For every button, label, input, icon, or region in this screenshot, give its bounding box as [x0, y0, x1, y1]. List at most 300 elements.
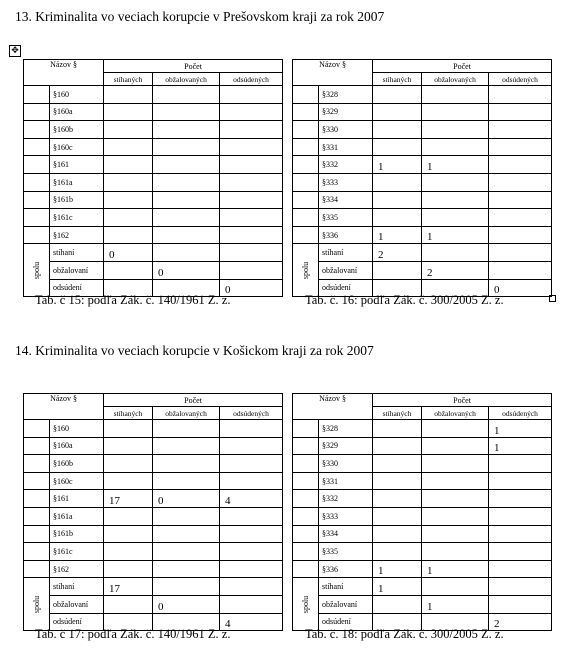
section-label-cell: §161b [50, 191, 104, 209]
value-cell: 17 [104, 490, 153, 508]
column-subheader: odsúdených [489, 407, 552, 420]
value-cell [489, 490, 552, 508]
row-spacer-cell [293, 543, 319, 561]
value-cell [422, 543, 489, 561]
value-cell: 1 [489, 437, 552, 455]
value-cell [373, 490, 422, 508]
row-spacer-cell [293, 420, 319, 438]
column-subheader: obžalovaných [153, 407, 220, 420]
total-label-cell: obžalovaní [50, 261, 104, 279]
value-cell [104, 156, 153, 174]
table-row [293, 472, 552, 490]
row-spacer-cell [24, 103, 50, 121]
column-subheader: stíhaných [373, 73, 422, 86]
section-label-cell: §160b [50, 455, 104, 473]
row-spacer-cell [24, 437, 50, 455]
section-label-cell: §333 [319, 507, 373, 525]
section-label-cell: §335 [319, 543, 373, 561]
value-cell [220, 543, 283, 561]
value-cell: 1 [373, 156, 422, 174]
value-cell [153, 103, 220, 121]
value-cell [220, 138, 283, 156]
table-row [24, 173, 283, 191]
table-row [293, 226, 552, 244]
row-spacer-cell [24, 86, 50, 104]
total-value-cell [220, 261, 283, 279]
value-cell [104, 86, 153, 104]
table-row [293, 437, 552, 455]
column-subheader: obžalovaných [153, 73, 220, 86]
section-label-cell: §160a [50, 437, 104, 455]
table-row [24, 437, 283, 455]
value-cell: 0 [153, 490, 220, 508]
value-cell [373, 472, 422, 490]
section-label-cell: §334 [319, 525, 373, 543]
total-value-cell: 2 [489, 613, 552, 631]
column-subheader: odsúdených [489, 73, 552, 86]
table-row [24, 507, 283, 525]
value-cell [373, 138, 422, 156]
value-cell [220, 420, 283, 438]
table-row [293, 543, 552, 561]
row-spacer-cell [293, 191, 319, 209]
table-move-handle[interactable]: ✥ [9, 45, 21, 57]
column-header-name: Názov § [24, 60, 104, 86]
total-value-cell: 4 [220, 613, 283, 631]
row-spacer-cell [24, 191, 50, 209]
value-cell [220, 226, 283, 244]
value-cell [104, 455, 153, 473]
section-label-cell: §330 [319, 121, 373, 139]
row-spacer-cell [24, 507, 50, 525]
section-label-cell: §160b [50, 121, 104, 139]
value-cell [153, 191, 220, 209]
column-header-count: Počet [104, 394, 283, 407]
total-group-label: spolu [301, 595, 310, 613]
row-spacer-cell [24, 560, 50, 578]
section-label-cell: §329 [319, 103, 373, 121]
table-row [293, 156, 552, 174]
total-value-cell [422, 244, 489, 262]
total-group-label-cell [293, 578, 319, 631]
section-label-cell: §160a [50, 103, 104, 121]
row-spacer-cell [293, 455, 319, 473]
value-cell [220, 191, 283, 209]
row-spacer-cell [24, 490, 50, 508]
corruption-stats-table [292, 59, 552, 297]
value-cell: 1 [422, 156, 489, 174]
value-cell [104, 226, 153, 244]
value-cell [220, 121, 283, 139]
table-header-row [24, 60, 283, 73]
row-spacer-cell [24, 156, 50, 174]
value-cell [373, 543, 422, 561]
total-label-cell: obžalovaní [319, 261, 373, 279]
section-label-cell: §332 [319, 156, 373, 174]
value-cell [104, 420, 153, 438]
table-row [293, 560, 552, 578]
total-value-cell [220, 578, 283, 596]
row-spacer-cell [293, 121, 319, 139]
total-row [293, 595, 552, 613]
value-cell [489, 560, 552, 578]
total-value-cell [220, 595, 283, 613]
value-cell [220, 173, 283, 191]
table-row [24, 86, 283, 104]
table-row [24, 191, 283, 209]
value-cell [422, 472, 489, 490]
value-cell [422, 86, 489, 104]
value-cell [422, 191, 489, 209]
total-value-cell: 1 [422, 595, 489, 613]
section-label-cell: §162 [50, 226, 104, 244]
value-cell [153, 173, 220, 191]
row-spacer-cell [293, 138, 319, 156]
section-label-cell: §162 [50, 560, 104, 578]
row-spacer-cell [24, 138, 50, 156]
table-row [293, 86, 552, 104]
value-cell [489, 173, 552, 191]
total-value-cell: 0 [489, 279, 552, 297]
value-cell: 1 [422, 560, 489, 578]
total-label-cell: stíhaní [50, 578, 104, 596]
value-cell [220, 560, 283, 578]
value-cell [373, 525, 422, 543]
section-label-cell: §160 [50, 86, 104, 104]
row-spacer-cell [293, 86, 319, 104]
value-cell [373, 173, 422, 191]
row-spacer-cell [24, 455, 50, 473]
total-label-cell: stíhaní [50, 244, 104, 262]
table-row [293, 191, 552, 209]
total-row [24, 244, 283, 262]
total-label-cell: obžalovaní [50, 595, 104, 613]
value-cell [373, 420, 422, 438]
table-row [293, 173, 552, 191]
table-caption: Tab. č 15: podľa Zák. č. 140/1961 Z. z. [35, 293, 231, 307]
value-cell [422, 103, 489, 121]
total-value-cell: 0 [220, 279, 283, 297]
value-cell [104, 138, 153, 156]
value-cell [220, 437, 283, 455]
total-label-cell: stíhaní [319, 578, 373, 596]
table-row [293, 121, 552, 139]
value-cell [104, 121, 153, 139]
table-caption: Tab. č 17: podľa Zák. č. 140/1961 Z. z. [35, 627, 231, 641]
section-label-cell: §328 [319, 420, 373, 438]
total-label-cell: stíhaní [319, 244, 373, 262]
value-cell [104, 173, 153, 191]
value-cell [373, 103, 422, 121]
row-spacer-cell [293, 103, 319, 121]
table-header-row [293, 394, 552, 407]
column-header-count: Počet [373, 60, 552, 73]
table-row [24, 226, 283, 244]
value-cell [153, 121, 220, 139]
section-label-cell: §335 [319, 209, 373, 227]
table-row [293, 420, 552, 438]
total-value-cell [489, 578, 552, 596]
table-row [24, 420, 283, 438]
table-row [293, 209, 552, 227]
section-label-cell: §333 [319, 173, 373, 191]
total-value-cell [422, 578, 489, 596]
value-cell [104, 437, 153, 455]
value-cell [373, 191, 422, 209]
section-label-cell: §331 [319, 472, 373, 490]
value-cell [422, 507, 489, 525]
total-group-label: spolu [32, 595, 41, 613]
total-value-cell: 2 [373, 244, 422, 262]
value-cell [422, 490, 489, 508]
table-row [24, 209, 283, 227]
section-label-cell: §161a [50, 173, 104, 191]
section-label-cell: §332 [319, 490, 373, 508]
column-subheader: stíhaných [104, 73, 153, 86]
row-spacer-cell [293, 173, 319, 191]
section-label-cell: §328 [319, 86, 373, 104]
value-cell [422, 525, 489, 543]
column-subheader: obžalovaných [422, 407, 489, 420]
value-cell [153, 226, 220, 244]
value-cell [104, 209, 153, 227]
value-cell [422, 437, 489, 455]
value-cell [489, 191, 552, 209]
section-label-cell: §161b [50, 525, 104, 543]
table-row [293, 455, 552, 473]
section-label-cell: §161c [50, 543, 104, 561]
value-cell: 1 [422, 226, 489, 244]
column-header-count: Počet [373, 394, 552, 407]
corruption-stats-table [23, 393, 283, 631]
value-cell [104, 507, 153, 525]
total-value-cell [104, 595, 153, 613]
total-value-cell [153, 244, 220, 262]
row-spacer-cell [293, 490, 319, 508]
column-subheader: odsúdených [220, 73, 283, 86]
value-cell [489, 226, 552, 244]
table-row [24, 121, 283, 139]
total-group-label-cell [293, 244, 319, 297]
total-label-cell: odsúdení [50, 613, 104, 631]
total-row [293, 244, 552, 262]
total-label-cell: odsúdení [50, 279, 104, 297]
table-row [293, 103, 552, 121]
column-subheader: obžalovaných [422, 73, 489, 86]
value-cell [104, 472, 153, 490]
total-group-label-cell [24, 244, 50, 297]
total-group-label: spolu [32, 261, 41, 279]
value-cell [489, 86, 552, 104]
section-label-cell: §329 [319, 437, 373, 455]
table-row [293, 490, 552, 508]
total-value-cell [373, 261, 422, 279]
total-value-cell [153, 578, 220, 596]
value-cell [104, 103, 153, 121]
row-spacer-cell [24, 121, 50, 139]
table-row [24, 103, 283, 121]
total-row [24, 261, 283, 279]
section-label-cell: §330 [319, 455, 373, 473]
row-spacer-cell [24, 472, 50, 490]
column-subheader: odsúdených [220, 407, 283, 420]
table-row [293, 507, 552, 525]
column-header-name: Názov § [293, 60, 373, 86]
value-cell: 1 [373, 560, 422, 578]
total-label-cell: obžalovaní [319, 595, 373, 613]
total-value-cell: 2 [422, 261, 489, 279]
value-cell: 1 [373, 226, 422, 244]
value-cell [104, 191, 153, 209]
row-spacer-cell [24, 543, 50, 561]
value-cell [489, 103, 552, 121]
value-cell [220, 472, 283, 490]
value-cell [489, 525, 552, 543]
value-cell [489, 543, 552, 561]
column-header-name: Názov § [24, 394, 104, 420]
value-cell [373, 209, 422, 227]
value-cell [422, 138, 489, 156]
table-row [24, 543, 283, 561]
row-spacer-cell [293, 209, 319, 227]
value-cell [373, 437, 422, 455]
total-value-cell: 0 [104, 244, 153, 262]
value-cell [489, 138, 552, 156]
value-cell [489, 507, 552, 525]
section-label-cell: §161 [50, 156, 104, 174]
value-cell [220, 209, 283, 227]
column-header-name: Názov § [293, 394, 373, 420]
value-cell: 1 [489, 420, 552, 438]
table-row [24, 490, 283, 508]
table-header-row [293, 60, 552, 73]
row-spacer-cell [293, 472, 319, 490]
row-spacer-cell [293, 560, 319, 578]
total-value-cell: 0 [153, 595, 220, 613]
column-subheader: stíhaných [373, 407, 422, 420]
table-row [24, 525, 283, 543]
value-cell [422, 173, 489, 191]
row-spacer-cell [293, 507, 319, 525]
total-group-label-cell [24, 578, 50, 631]
value-cell [153, 209, 220, 227]
column-subheader: stíhaných [104, 407, 153, 420]
total-value-cell [489, 244, 552, 262]
section-14-heading: 14. Kriminalita vo veciach korupcie v Košickom kraji za rok 2007 [15, 343, 374, 358]
section-label-cell: §331 [319, 138, 373, 156]
total-group-label: spolu [301, 261, 310, 279]
total-value-cell: 1 [373, 578, 422, 596]
value-cell [373, 86, 422, 104]
section-label-cell: §161c [50, 209, 104, 227]
value-cell [153, 156, 220, 174]
section-label-cell: §160c [50, 138, 104, 156]
table-caption: Tab. č. 16: podľa Zák. č. 300/2005 Z. z. [305, 293, 504, 307]
table-header-row [24, 394, 283, 407]
value-cell [489, 121, 552, 139]
table-row [24, 138, 283, 156]
table-row [24, 455, 283, 473]
value-cell [373, 507, 422, 525]
value-cell [104, 560, 153, 578]
total-value-cell: 0 [153, 261, 220, 279]
value-cell [422, 209, 489, 227]
value-cell [153, 472, 220, 490]
total-value-cell [373, 595, 422, 613]
value-cell [489, 455, 552, 473]
row-spacer-cell [24, 420, 50, 438]
row-spacer-cell [24, 173, 50, 191]
total-value-cell [489, 261, 552, 279]
row-spacer-cell [293, 525, 319, 543]
value-cell: 4 [220, 490, 283, 508]
total-row [293, 578, 552, 596]
value-cell [153, 420, 220, 438]
table-row [24, 156, 283, 174]
total-value-cell: 17 [104, 578, 153, 596]
value-cell [422, 420, 489, 438]
row-spacer-cell [24, 209, 50, 227]
value-cell [153, 437, 220, 455]
value-cell [153, 138, 220, 156]
value-cell [153, 455, 220, 473]
row-spacer-cell [24, 525, 50, 543]
value-cell [489, 156, 552, 174]
value-cell [489, 209, 552, 227]
value-cell [220, 525, 283, 543]
section-label-cell: §334 [319, 191, 373, 209]
total-row [24, 595, 283, 613]
section-label-cell: §336 [319, 226, 373, 244]
value-cell [220, 507, 283, 525]
value-cell [422, 455, 489, 473]
table-row [293, 138, 552, 156]
total-value-cell [104, 261, 153, 279]
section-label-cell: §336 [319, 560, 373, 578]
section-label-cell: §161a [50, 507, 104, 525]
total-row [24, 578, 283, 596]
value-cell [220, 455, 283, 473]
corruption-stats-table [292, 393, 552, 631]
value-cell [220, 103, 283, 121]
table-row [293, 525, 552, 543]
value-cell [153, 525, 220, 543]
table-caption: Tab. č. 18: podľa Zák. č. 300/2005 Z. z. [305, 627, 504, 641]
value-cell [373, 121, 422, 139]
row-spacer-cell [293, 437, 319, 455]
total-label-cell: odsúdení [319, 279, 373, 297]
value-cell [153, 543, 220, 561]
row-spacer-cell [293, 226, 319, 244]
value-cell [422, 121, 489, 139]
corruption-stats-table [23, 59, 283, 297]
total-label-cell: odsúdení [319, 613, 373, 631]
value-cell [153, 507, 220, 525]
value-cell [489, 472, 552, 490]
value-cell [220, 86, 283, 104]
section-label-cell: §161 [50, 490, 104, 508]
row-spacer-cell [24, 226, 50, 244]
total-value-cell [489, 595, 552, 613]
value-cell [153, 560, 220, 578]
section-label-cell: §160 [50, 420, 104, 438]
column-header-count: Počet [104, 60, 283, 73]
section-13-heading: 13. Kriminalita vo veciach korupcie v Prešovskom kraji za rok 2007 [15, 9, 385, 24]
value-cell [104, 543, 153, 561]
value-cell [373, 455, 422, 473]
value-cell [220, 156, 283, 174]
row-spacer-cell [293, 156, 319, 174]
